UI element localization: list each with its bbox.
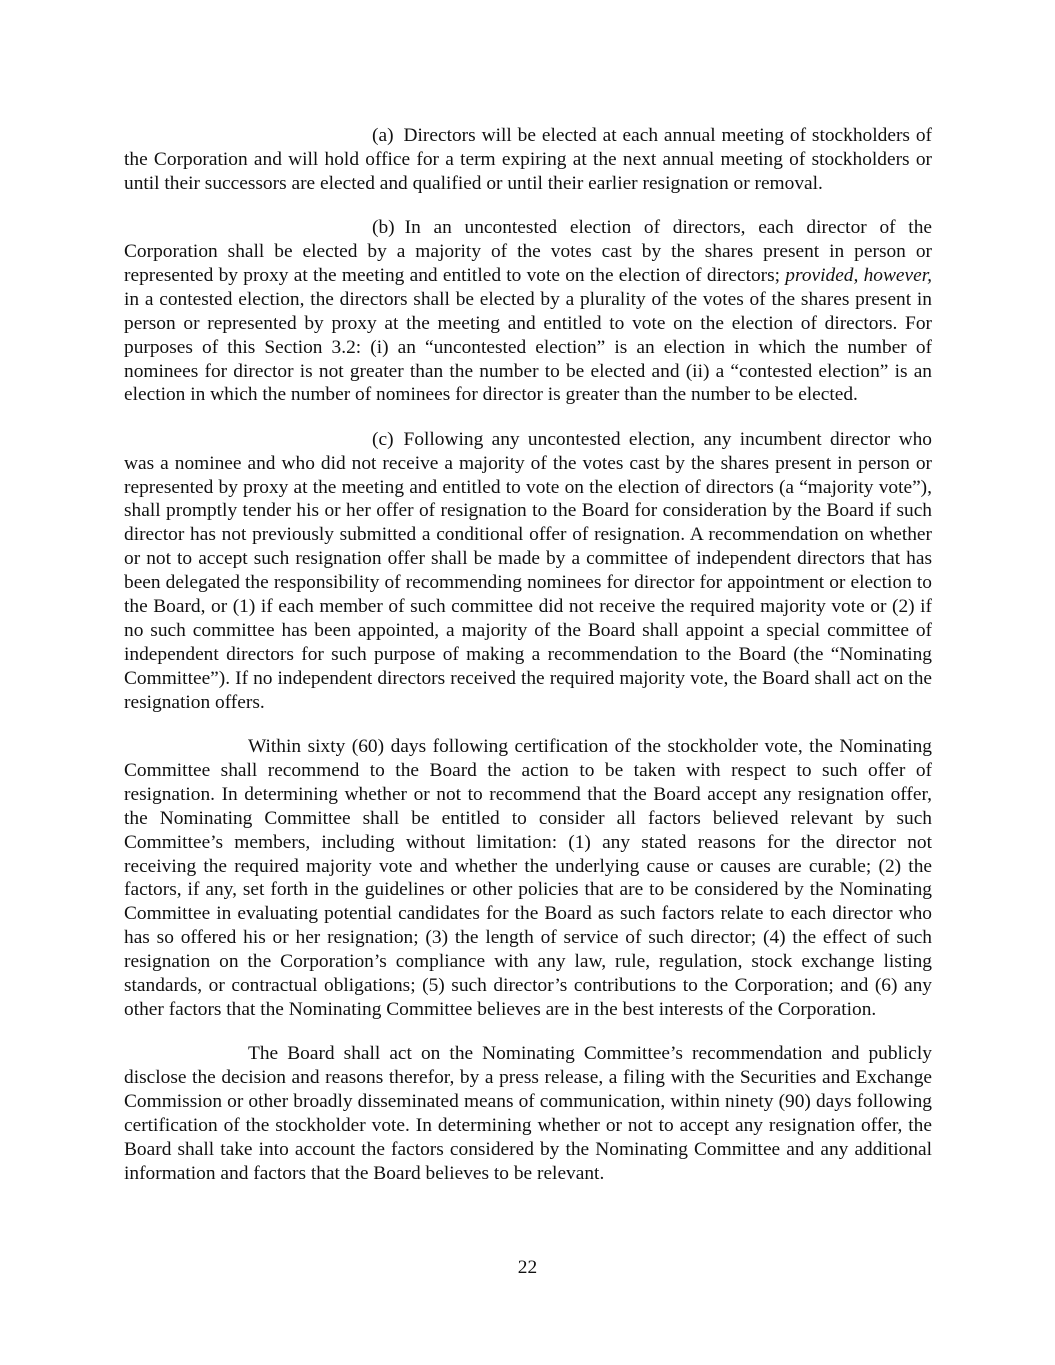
paragraph-a: [124, 124, 932, 196]
page-number: 22: [517, 1257, 538, 1278]
paragraph-b: [124, 216, 932, 407]
paragraph-c-text: Following any uncontested election, any incumbent director who was a nominee and who did not receive a majority of the votes cast by the shares present in person or represented by proxy at the meeting and entitled to vote on the election of directors (a “majority vote”), shall promptly tender his or her offer of resignation to the Board for consideration by the Board if such director has not previously submitted a conditional offer of resignation. A recommendation on whether or not to accept such resignation offer shall be made by a committee of independent directors that has been delegated the responsibility of recommending nominees for director for appointment or election to the Board, or (1) if each member of such committee did not receive the required majority vote or (2) if no such committee has been appointed, a majority of the Board shall appoint a special committee of independent directors for such purpose of making a recommendation to the Board (the “Nominating Committee”). If no independent directors received the required majority vote, the Board shall act on the resignation offers.: [124, 428, 932, 713]
paragraph-a-text: Directors will be elected at each annual meeting of stockholders of the Corporation and will hold office for a term expiring at the next annual meeting of stockholders or until their successors are elected and qualified or until their earlier resignation or removal.: [124, 125, 932, 194]
paragraph-d-text: Within sixty (60) days following certification of the stockholder vote, the Nominating Committee shall recommend to the Board the action to be taken with respect to such offer of resignation. In determining whether or not to recommend that the Board accept any resignation offer, the Nominating Committee shall be entitled to consider all factors believed relevant by such Committee’s members, including without limitation: (1) any stated reasons for the director not receiving the required majority vote and whether the underlying cause or causes are curable; (2) the factors, if any, set forth in the guidelines or other policies that are to be considered by the Nominating Committee in evaluating potential candidates for the Board as such factors relate to each director who has so offered his or her resignation; (3) the length of service of such director; (4) the effect of such resignation on the Corporation’s compliance with any law, rule, regulation, stock exchange listing standards, or contractual obligations; (5) such director’s contributions to the Corporation; and (6) any other factors that the Nominating Committee believes are in the best interests of the Corporation.: [124, 736, 932, 1020]
paragraph-nominating-committee-review: [124, 735, 932, 1022]
paragraph-c: [124, 428, 932, 715]
paragraph-board-action: [124, 1042, 932, 1185]
paragraph-b-text-before: In an uncontested election of directors, each director of the Corporation shall be elected by a majority of the votes cast by the shares present in person or represented by proxy at the meeting and entitled to vote on the election of directors;: [124, 217, 932, 286]
paragraph-e-text: The Board shall act on the Nominating Committee’s recommendation and publicly disclose the decision and reasons therefor, by a press release, a filing with the Securities and Exchange Commission or other broadly disseminated means of communication, within ninety (90) days following certification of the stockholder vote. In determining whether or not to accept any resignation offer, the Board shall take into account the factors considered by the Nominating Committee and any additional information and factors that the Board believes to be relevant.: [124, 1043, 932, 1184]
paragraph-b-italic-proviso: provided, however,: [785, 264, 932, 286]
paragraph-b-text-after: in a contested election, the directors shall be elected by a plurality of the votes of the shares present in person or represented by proxy at the meeting and entitled to vote on the election of directors. For purposes of this Section 3.2: (i) an “uncontested election” is an election in which the number of nominees for director is not greater than the number to be elected and (ii) a “contested election” is an election in which the number of nominees for director is greater than the number to be elected.: [124, 288, 932, 406]
paragraph-b-label: (b): [372, 217, 395, 239]
document-page: [124, 124, 932, 1206]
paragraph-a-label: (a): [372, 125, 394, 146]
paragraph-c-label: (c): [372, 428, 394, 450]
